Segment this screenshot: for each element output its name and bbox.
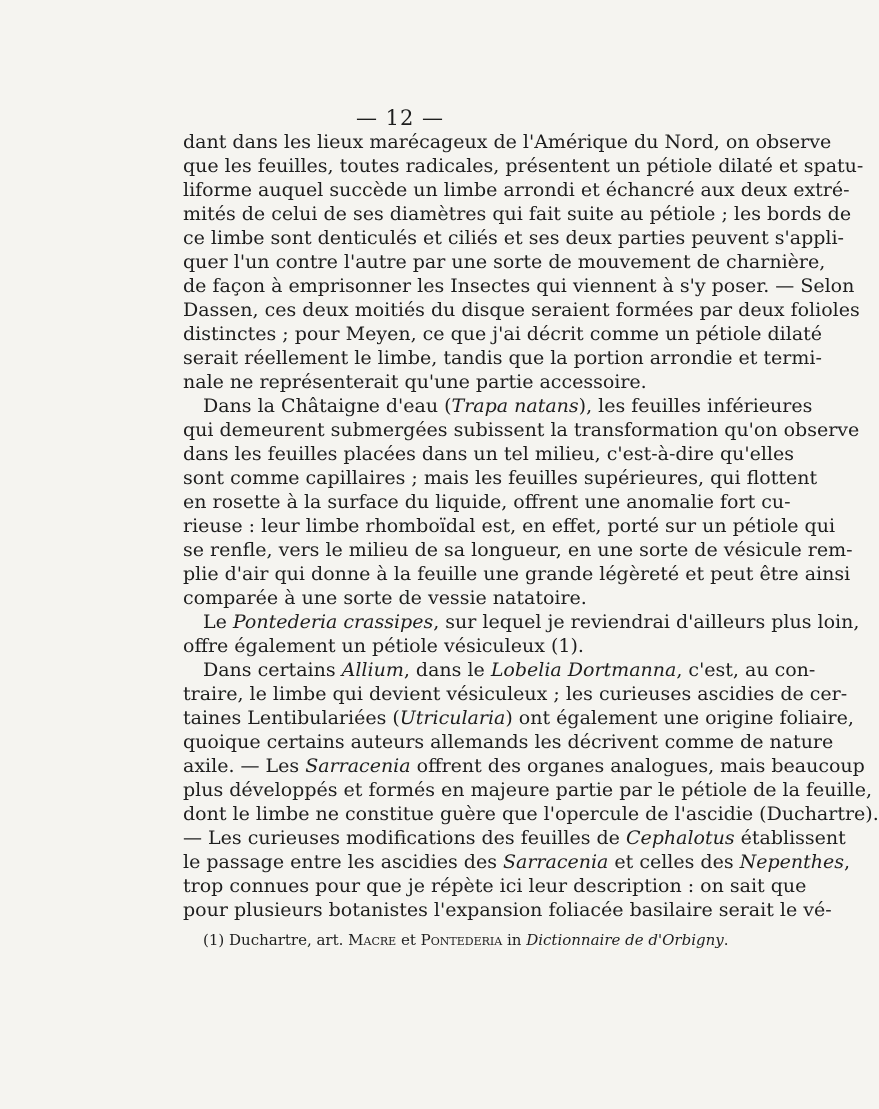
text-line: quer l'un contre l'autre par une sorte de mouvement de charnière,	[183, 251, 826, 273]
book-title: Dictionnaire de d'Orbigny	[526, 931, 724, 949]
text-line: en rosette à la surface du liquide, offrent une anomalie fort cu-	[183, 491, 791, 513]
text-line: quoique certains auteurs allemands les décrivent comme de nature	[183, 731, 834, 753]
text-line: mités de celui de ses diamètres qui fait suite au pétiole ; les bords de	[183, 203, 852, 225]
genus-name: Sarracenia	[305, 755, 411, 777]
text-line: taines Lentibulariées (Utricularia) ont également une origine foliaire,	[183, 707, 854, 729]
article-name: Pontederia	[420, 931, 503, 949]
text-line: nale ne représenterait qu'une partie accessoire.	[183, 371, 647, 393]
text-line: ce limbe sont denticulés et ciliés et ses deux parties peuvent s'appli-	[183, 227, 844, 249]
text-line: dant dans les lieux marécageux de l'Amérique du Nord, on observe	[183, 131, 832, 153]
text-line: trop connues pour que je répète ici leur description : on sait que	[183, 875, 807, 897]
text-line: que les feuilles, toutes radicales, présentent un pétiole dilaté et spatu-	[183, 155, 864, 177]
text-line: qui demeurent submergées subissent la transformation qu'on observe	[183, 419, 860, 441]
genus-name: Utricularia	[399, 707, 506, 729]
page-number: — 12 —	[355, 106, 445, 130]
species-name: Pontederia crassipes	[232, 611, 434, 633]
text-line: dans les feuilles placées dans un tel milieu, c'est-à-dire qu'elles	[183, 443, 795, 465]
footnote: (1) Duchartre, art. Macre et Pontederia in Dictionnaire de d'Orbigny.	[203, 931, 729, 949]
text-line: serait réellement le limbe, tandis que la portion arrondie et termi-	[183, 347, 822, 369]
paragraph-start-line: Le Pontederia crassipes, sur lequel je reviendrai d'ailleurs plus loin,	[203, 611, 860, 633]
text-line: se renfle, vers le milieu de sa longueur, en une sorte de vésicule rem-	[183, 539, 853, 561]
text-line: axile. — Les Sarracenia offrent des organes analogues, mais beaucoup	[183, 755, 865, 777]
text-line: distinctes ; pour Meyen, ce que j'ai décrit comme un pétiole dilaté	[183, 323, 823, 345]
genus-name: Sarracenia	[503, 851, 609, 873]
text-line: le passage entre les ascidies des Sarracenia et celles des Nepenthes,	[183, 851, 851, 873]
text-line: de façon à emprisonner les Insectes qui viennent à s'y poser. — Selon	[183, 275, 855, 297]
text-line: plie d'air qui donne à la feuille une grande légèreté et peut être ainsi	[183, 563, 851, 585]
text-line: Dassen, ces deux moitiés du disque seraient formées par deux folioles	[183, 299, 860, 321]
text-line: comparée à une sorte de vessie natatoire.	[183, 587, 587, 609]
genus-name: Allium	[341, 659, 404, 681]
species-name: Trapa natans	[451, 395, 579, 417]
text-line: sont comme capillaires ; mais les feuilles supérieures, qui flottent	[183, 467, 818, 489]
text-line: dont le limbe ne constitue guère que l'opercule de l'ascidie (Duchartre).	[183, 803, 879, 825]
text-line: liforme auquel succède un limbe arrondi et échancré aux deux extré-	[183, 179, 850, 201]
text-line: plus développés et formés en majeure partie par le pétiole de la feuille,	[183, 779, 873, 801]
article-name: Macre	[348, 931, 397, 949]
species-name: Lobelia Dortmanna	[490, 659, 677, 681]
paragraph-start-line: Dans la Châtaigne d'eau (Trapa natans), les feuilles inférieures	[203, 395, 813, 417]
text-line: pour plusieurs botanistes l'expansion foliacée basilaire serait le vé-	[183, 899, 832, 921]
paragraph-start-line: Dans certains Allium, dans le Lobelia Dortmanna, c'est, au con-	[203, 659, 816, 681]
body-text	[183, 130, 879, 922]
genus-name: Cephalotus	[625, 827, 735, 849]
text-line: traire, le limbe qui devient vésiculeux ; les curieuses ascidies de cer-	[183, 683, 848, 705]
text-line: — Les curieuses modifications des feuilles de Cephalotus établissent	[183, 827, 846, 849]
text-line: rieuse : leur limbe rhomboïdal est, en effet, porté sur un pétiole qui	[183, 515, 836, 537]
text-line: offre également un pétiole vésiculeux (1).	[183, 635, 584, 657]
genus-name: Nepenthes	[739, 851, 844, 873]
